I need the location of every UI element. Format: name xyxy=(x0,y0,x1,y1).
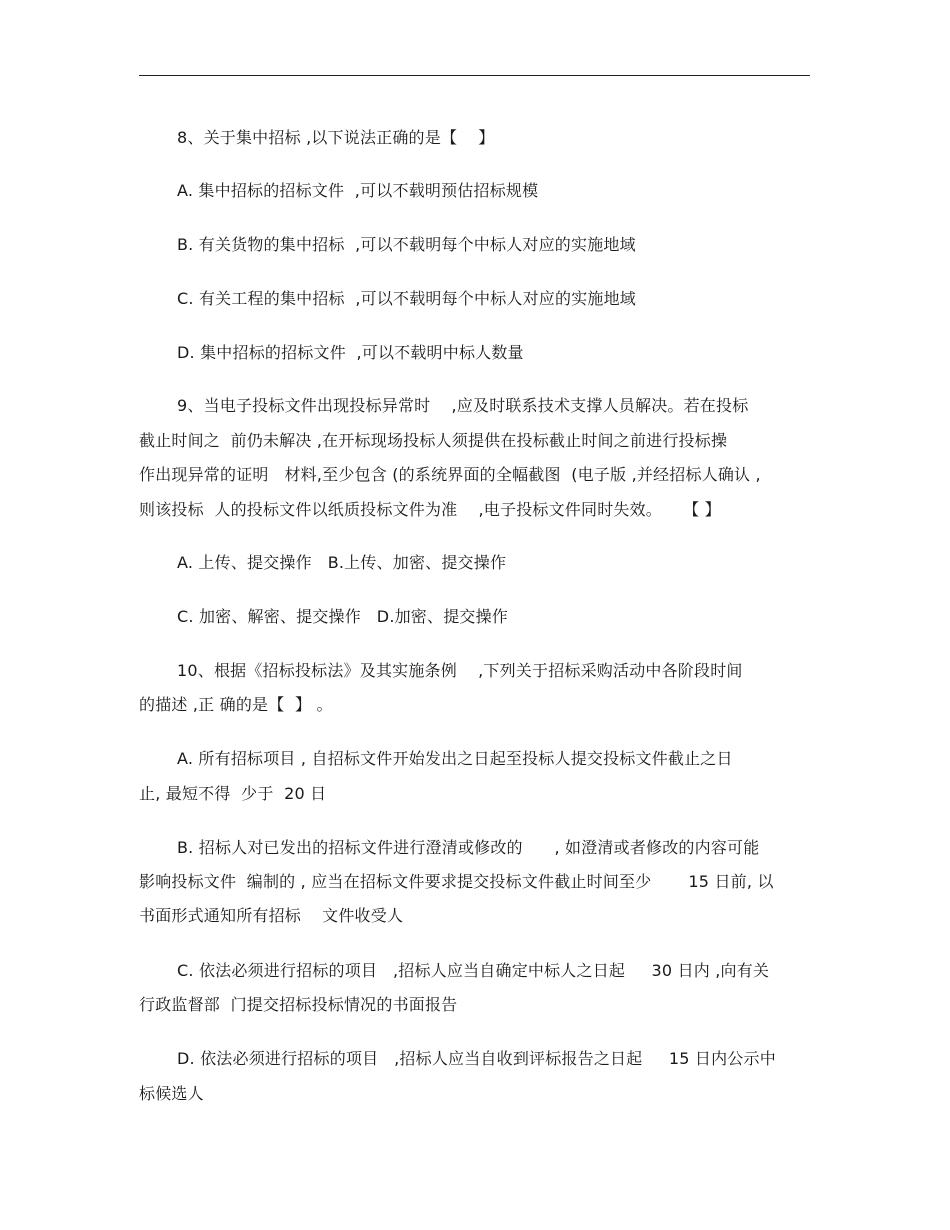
question-10-option-d-line-1: D. 依法必须进行招标的项目 ,招标人应当自收到评标报告之日起 15 日内公示中 xyxy=(177,1049,776,1068)
question-9-stem-line-2: 截止时间之 前仍未解决 ,在开标现场投标人须提供在投标截止时间之前进行投标操 xyxy=(139,431,728,450)
question-10-option-d-line-2: 标候选人 xyxy=(139,1084,204,1103)
header-rule xyxy=(139,75,810,76)
question-10-option-a-line-1: A. 所有招标项目 , 自招标文件开始发出之日起至投标人提交投标文件截止之日 xyxy=(177,749,733,768)
question-10-option-b-line-2: 影响投标文件 编制的 , 应当在招标文件要求提交投标文件截止时间至少 15 日前, 以 xyxy=(139,872,774,891)
question-8-stem: 8、关于集中招标 ,以下说法正确的是【 】 xyxy=(177,128,495,147)
question-10-option-c-line-1: C. 依法必须进行招标的项目 ,招标人应当自确定中标人之日起 30 日内 ,向有关 xyxy=(177,961,770,980)
question-9-stem-line-3: 作出现异常的证明 材料,至少包含 (的系统界面的全幅截图 (电子版 ,并经招标人确认 , xyxy=(139,465,761,484)
question-10-option-c-line-2: 行政监督部 门提交招标投标情况的书面报告 xyxy=(139,995,458,1014)
question-9-options-ab: A. 上传、提交操作 B.上传、加密、提交操作 xyxy=(177,553,507,572)
question-8-option-b: B. 有关货物的集中招标 ,可以不载明每个中标人对应的实施地域 xyxy=(177,235,636,254)
question-8-option-a: A. 集中招标的招标文件 ,可以不载明预估招标规模 xyxy=(177,181,539,200)
question-10-option-b-line-1: B. 招标人对已发出的招标文件进行澄清或修改的 , 如澄清或者修改的内容可能 xyxy=(177,838,760,857)
question-8-option-d: D. 集中招标的招标文件 ,可以不载明中标人数量 xyxy=(177,343,524,362)
question-10-stem-line-1: 10、根据《招标投标法》及其实施条例 ,下列关于招标采购活动中各阶段时间 xyxy=(177,661,743,680)
question-9-stem-line-1: 9、当电子投标文件出现投标异常时 ,应及时联系技术支撑人员解决。若在投标 xyxy=(177,396,749,415)
question-10-stem-line-2: 的描述 ,正 确的是【 】 。 xyxy=(139,695,333,714)
question-9-options-cd: C. 加密、解密、提交操作 D.加密、提交操作 xyxy=(177,607,509,626)
question-8-option-c: C. 有关工程的集中招标 ,可以不载明每个中标人对应的实施地域 xyxy=(177,289,637,308)
question-10-option-b-line-3: 书面形式通知所有招标 文件收受人 xyxy=(139,906,404,925)
question-10-option-a-line-2: 止, 最短不得 少于 20 日 xyxy=(139,784,327,803)
question-9-stem-line-4: 则该投标 人的投标文件以纸质投标文件为准 ,电子投标文件同时失效。 【 】 xyxy=(139,500,721,519)
